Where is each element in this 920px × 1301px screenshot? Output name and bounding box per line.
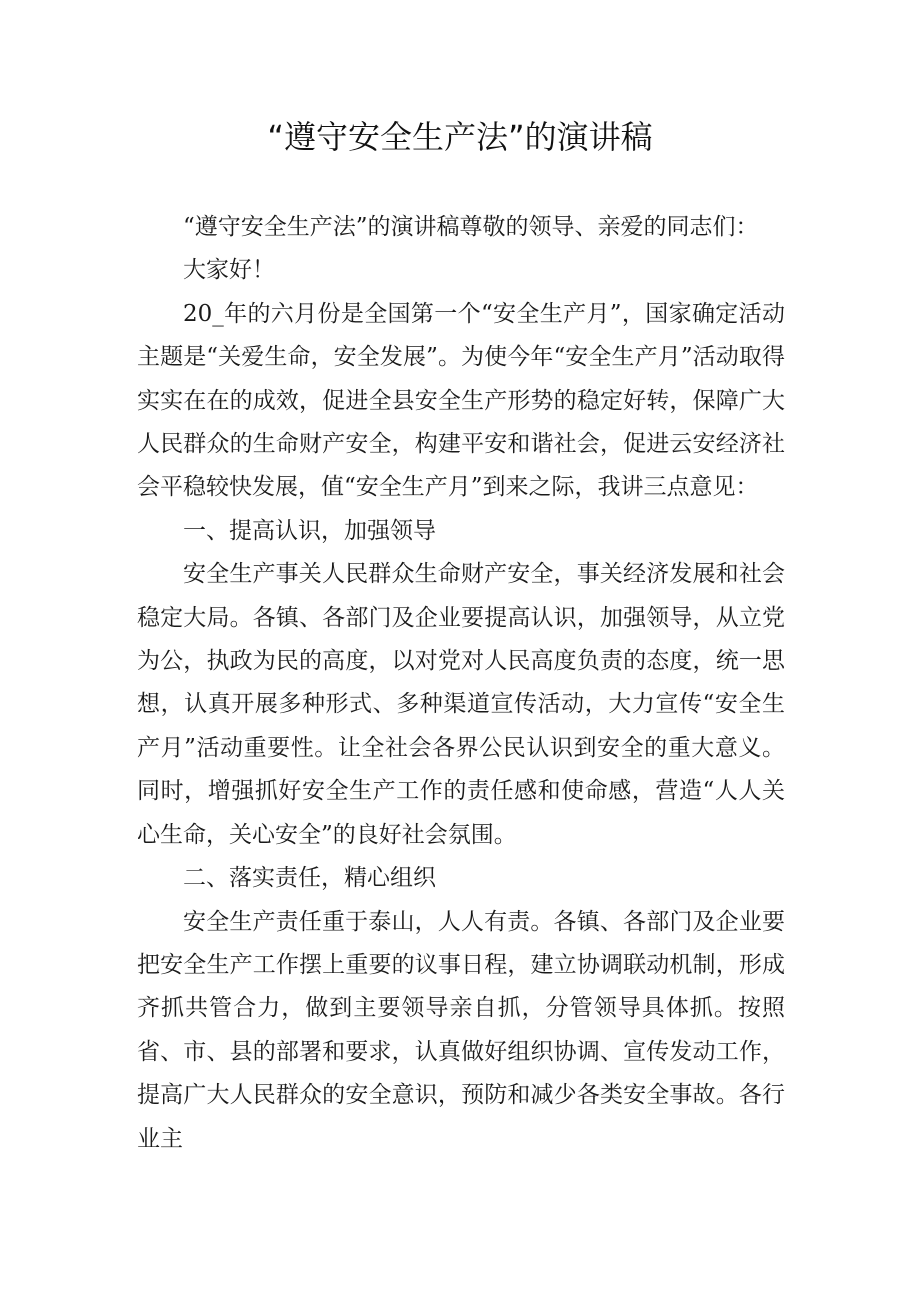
section-heading-2: 二、落实责任，精心组织 [183,865,436,892]
section-1-paragraph: 安全生产事关人民群众生命财产安全，事关经济发展和社会稳定大局。各镇、各部门及企业要提高认识，加强领导，从立党为公，执政为民的高度，以对党对人民高度负责的态度，统一思想，认真开展多种形式、多种渠道宣传活动，大力宣传“安全生产月”活动重要性。让全社会各界公民认识到安全的重大意义。同时，增强抓好安全生产工作的责任感和使命感，营造“人人关心生命，关心安全”的良好社会氛围。 [137,561,785,848]
greeting: 大家好！ [183,257,275,284]
section-heading-1: 一、提高认识，加强领导 [183,517,436,544]
opening-line: “遵守安全生产法”的演讲稿尊敬的领导、亲爱的同志们： [183,214,759,240]
document-body [137,206,785,1161]
section-2-paragraph: 安全生产责任重于泰山，人人有责。各镇、各部门及企业要把安全生产工作摆上重要的议事日程，建立协调联动机制，形成齐抓共管合力，做到主要领导亲自抓，分管领导具体抓。按照省、市、县的部署和要求，认真做好组织协调、宣传发动工作，提高广大人民群众的安全意识，预防和减少各类安全事故。各行业主 [137,908,785,1152]
intro-paragraph: 20_年的六月份是全国第一个“安全生产月”，国家确定活动主题是“关爱生命，安全发展”。为使今年“安全生产月”活动取得实实在在的成效，促进全县安全生产形势的稳定好转，保障广大人民群众的生命财产安全，构建平安和谐社会，促进云安经济社会平稳较快发展，值“安全生产月”到来之际，我讲三点意见： [137,300,785,501]
page-title: “遵守安全生产法”的演讲稿 [267,118,653,156]
